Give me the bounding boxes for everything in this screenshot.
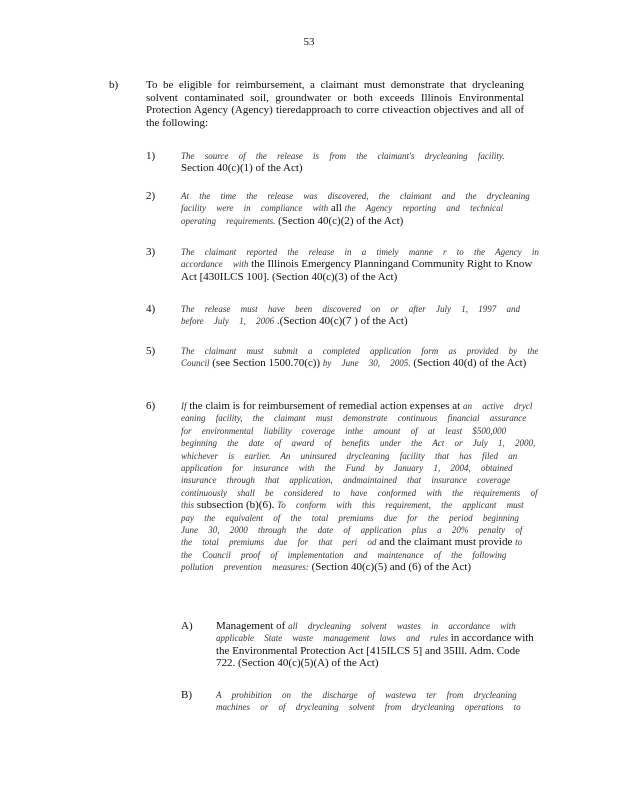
item-number: 2) (146, 190, 156, 202)
item-italic-lead: If (181, 401, 187, 411)
subitem-number: A) (181, 620, 193, 632)
item-number: 5) (146, 345, 156, 357)
item-text (181, 150, 539, 175)
item-roman-word: all (330, 202, 342, 215)
item-roman-lead: the claim is for reimbursement of remedial action expenses at (189, 400, 461, 412)
subitem-italic-text: A prohibition on the discharge of wastewa ter from drycleaning machines or of drycleaning solvent from drycleaning operations to (216, 690, 521, 713)
item-italic-text-3: to the Council proof of implementation and maintenance of the following pollution prevention measures: (181, 537, 523, 573)
item-citation: Section 40(c)(1) of the Act) (181, 162, 303, 175)
item-italic-text: The release must have been discovered on or after July 1, 1997 and before July 1, 2006 (181, 304, 521, 327)
item-italic-text: At the time the release was discovered, the claimant and the drycleaning facility were in compliance with (181, 191, 530, 214)
item-citation: (Section 40(c)(5) and (6) of the Act) (311, 561, 472, 574)
section-intro: To be eligible for reimbursement, a claimant must demonstrate that drycleaning solvent contaminated soil, groundwater or both exceeds Illinois Environmental Protection Agency (Agency) tieredapproach to corre ctiveaction objectives and all of the following: (146, 79, 524, 129)
item-text (181, 190, 539, 227)
subitem-text (216, 689, 538, 714)
subitem-text (216, 620, 538, 670)
item-italic-text: an active drycl eaning facility, the claimant must demonstrate continuous financial assurance for environmental liability coverage inthe amount of at least $500,000 beginning the date of award of benefits under the Act or July 1, 2000, whichever is earlier. An uninsured drycleaning facility that has filed an application for insurance with the Fund by January 1, 2004, obtained insurance through that application, andmaintained that insurance coverage continuously shall be considered to have conformed with the requirements of this (181, 401, 538, 511)
item-number: 1) (146, 150, 156, 162)
item-citation: the Illinois Emergency Planningand Community Right to Know Act [430ILCS 100]. (Section 40(c)(3) of the Act) (181, 258, 533, 283)
item-italic-text-2: To conform with this requirement, the applicant must pay the equivalent of the total premiums due for the period beginning June 30, 2000 through the date of application plus a 20% penalty of the total premiums due for that peri od (181, 500, 524, 548)
subitem-citation: in accordance with the Environmental Protection Act [415ILCS 5] and 35Ill. Adm. Code 722. (Section 40(c)(5)(A) of the Act) (216, 632, 534, 670)
item-citation: (Section 40(c)(2) of the Act) (278, 214, 404, 227)
item-text (181, 303, 539, 328)
item-roman-mid: subsection (b)(6). (196, 499, 275, 512)
item-roman-text: (see Section 1500.70(c)) (212, 357, 321, 370)
subitem-number: B) (181, 689, 192, 701)
item-number: 3) (146, 246, 156, 258)
item-italic-text: The claimant reported the release in a timely manne r to the Agency in accordance with (181, 247, 539, 270)
item-roman-mid-2: and the claimant must provide (379, 536, 513, 549)
item-text (181, 400, 539, 574)
subitem-italic-text: all drycleaning solvent wastes in accordance with applicable State waste management laws and rules (216, 621, 516, 644)
subitem-roman-lead: Management of (216, 620, 286, 632)
item-text (181, 246, 539, 283)
item-citation: (Section 40(d) of the Act) (413, 357, 527, 370)
item-italic-text: The source of the release is from the claimant's drycleaning facility. (181, 151, 505, 161)
item-italic-text-2: by June 30, 2005. (322, 358, 411, 369)
item-text (181, 345, 539, 370)
item-italic-text: The claimant must submit a completed application form as provided by the Council (181, 346, 539, 369)
item-number: 6) (146, 400, 156, 412)
section-marker: b) (109, 79, 119, 91)
item-citation: .(Section 40(c)(7 ) of the Act) (276, 315, 408, 328)
page-number: 53 (303, 36, 315, 48)
item-number: 4) (146, 303, 156, 315)
item-italic-text-2: the Agency reporting and technical operating requirements. (181, 203, 504, 226)
